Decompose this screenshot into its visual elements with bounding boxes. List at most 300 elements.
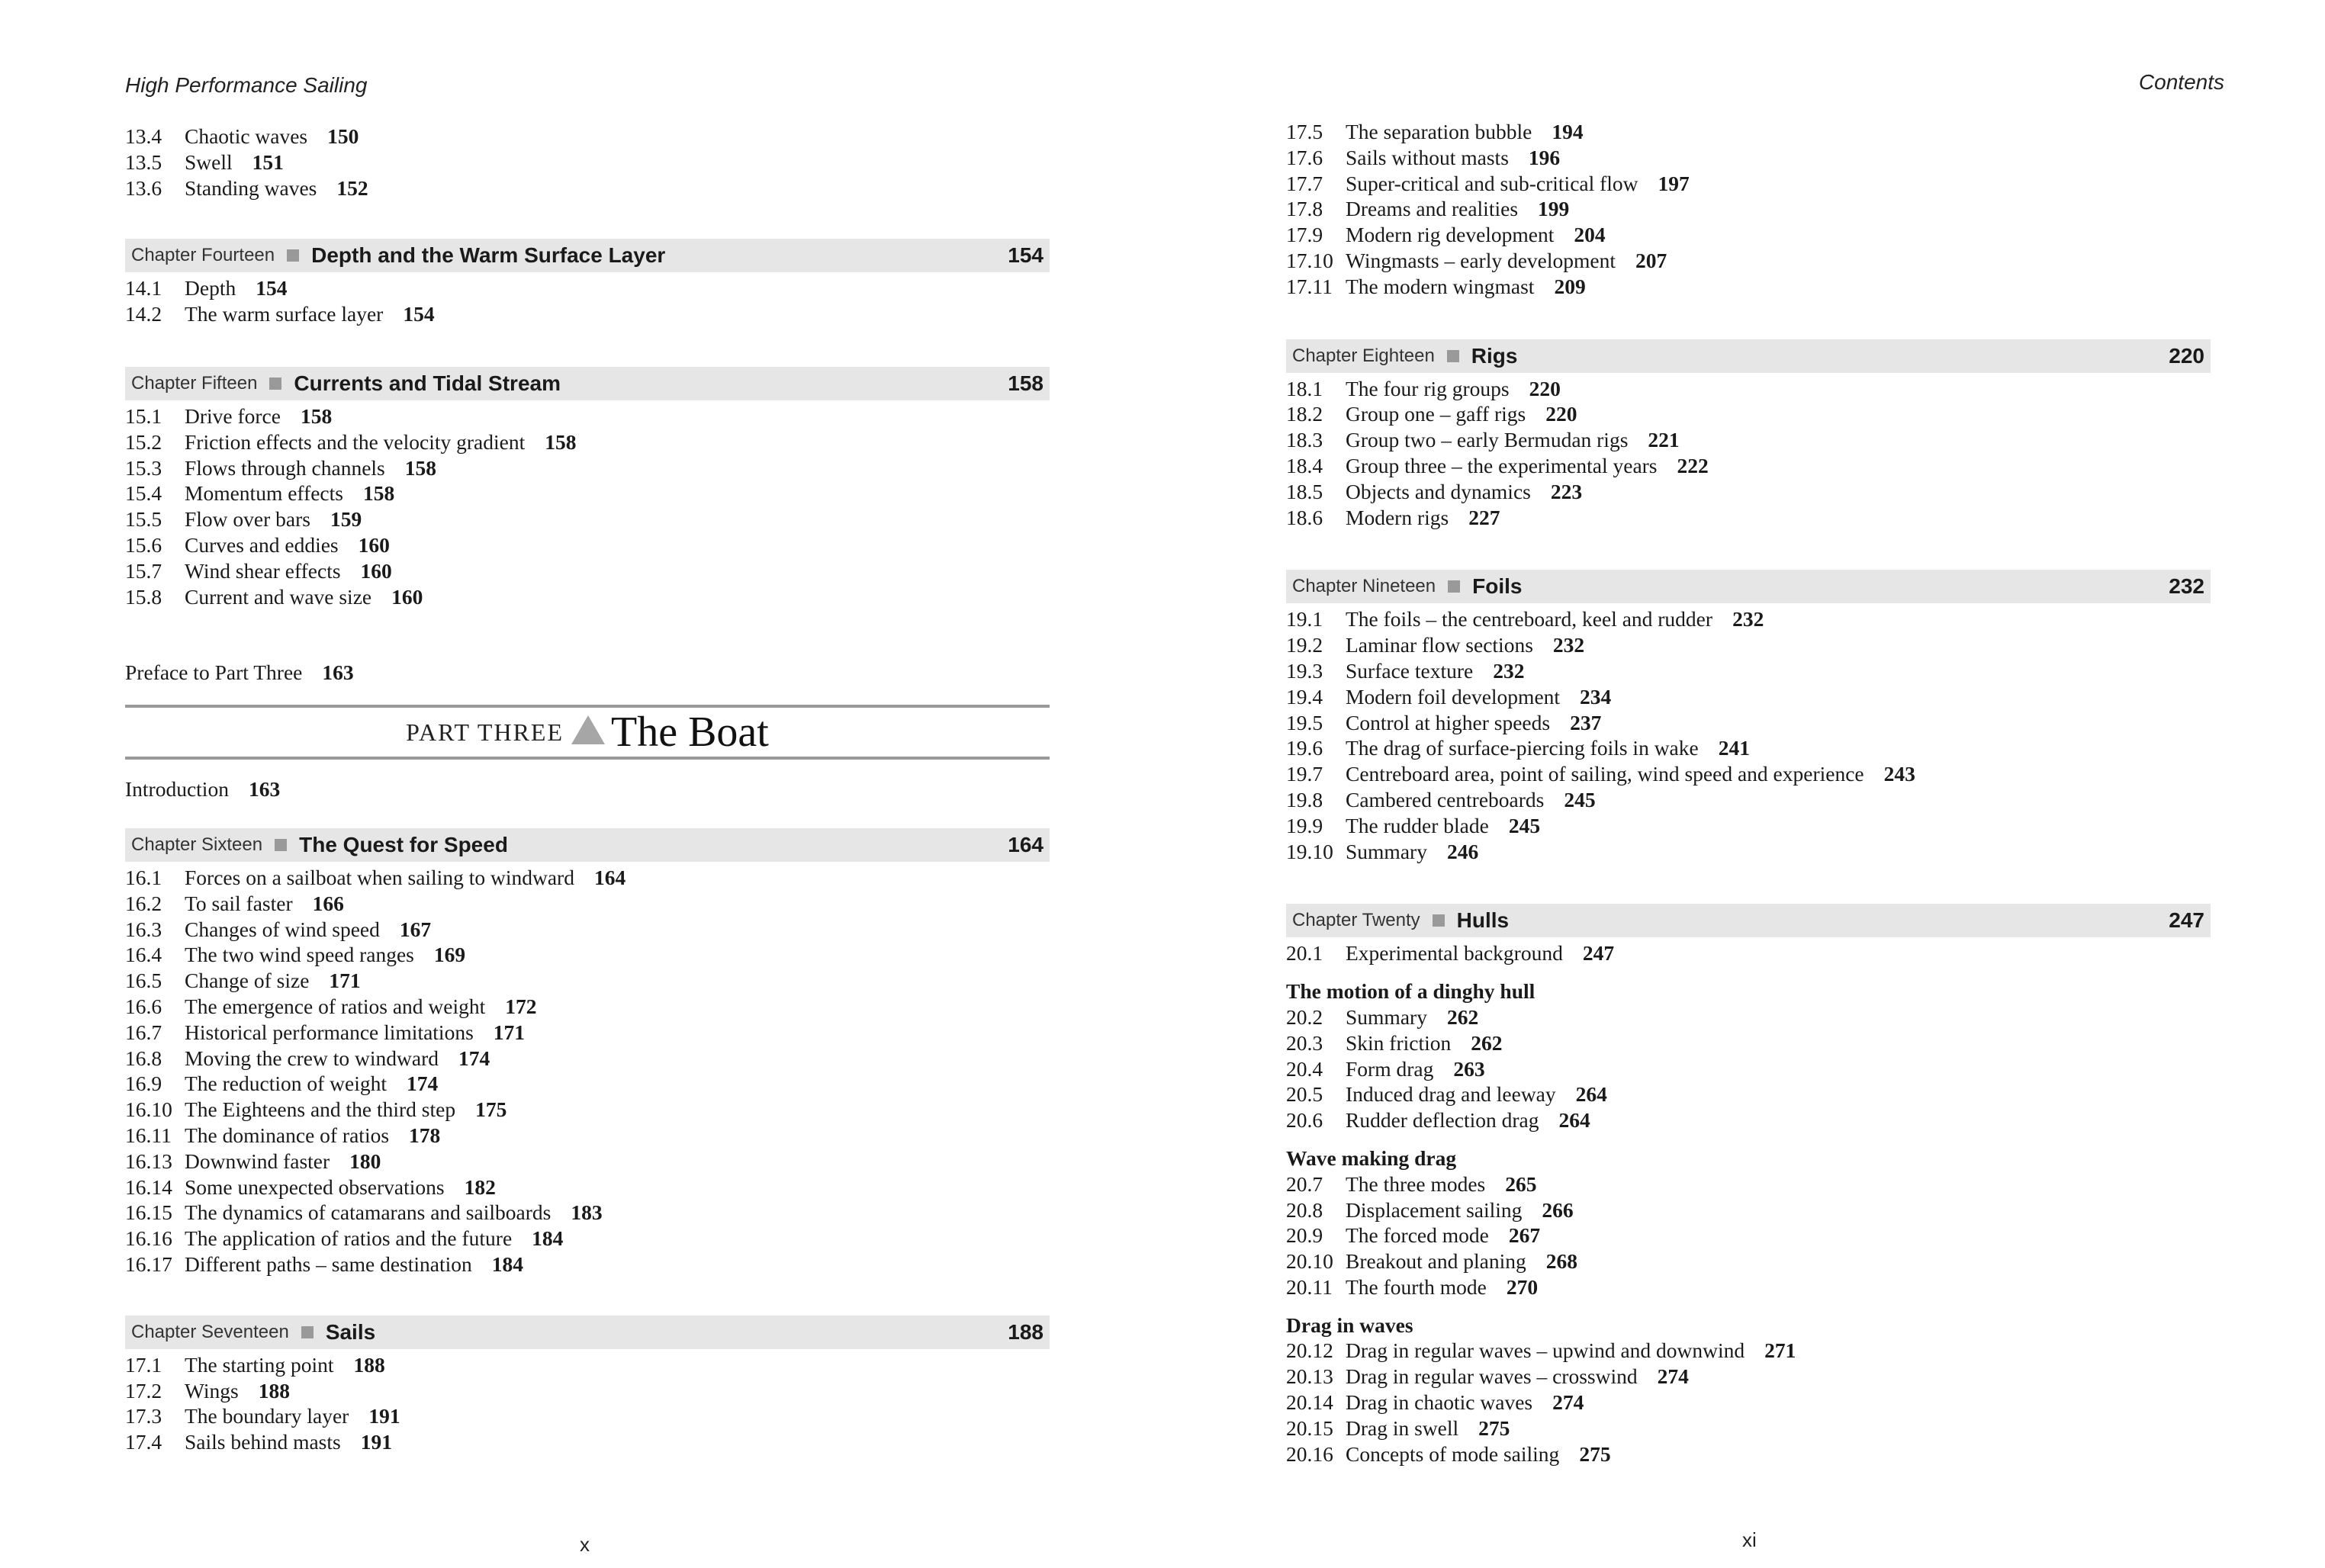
chapter-label: Chapter Twenty <box>1292 910 1420 931</box>
entry-title: Different paths – same destination <box>185 1252 472 1276</box>
bullet-square-icon <box>1447 350 1459 362</box>
section-number: 18.3 <box>1286 428 1323 452</box>
section-number: 16.9 <box>125 1072 162 1096</box>
entry-page: 222 <box>1677 453 1709 477</box>
entry-title: Objects and dynamics <box>1346 479 1531 503</box>
entry-title: The forced mode <box>1346 1223 1489 1248</box>
toc-entry[interactable] <box>125 1046 1050 1072</box>
toc-entry[interactable] <box>125 1403 1050 1429</box>
section-number: 17.3 <box>125 1404 162 1428</box>
entry-page: 197 <box>1658 171 1690 195</box>
entry-page: 169 <box>433 943 466 967</box>
section-number: 17.1 <box>125 1352 162 1377</box>
toc-entry[interactable] <box>1286 761 2211 787</box>
entry-title: Drag in chaotic waves <box>1346 1390 1533 1415</box>
entry-title: Modern rigs <box>1346 505 1449 529</box>
section-number: 19.2 <box>1286 633 1323 657</box>
entry-page: 207 <box>1635 248 1667 272</box>
toc-entry[interactable] <box>1286 171 2211 197</box>
entry-page: 158 <box>404 455 437 480</box>
entry-page: 150 <box>327 124 359 148</box>
toc-entry[interactable] <box>1286 427 2211 453</box>
part-title: The Boat <box>611 708 769 757</box>
toc-list <box>1286 606 2211 864</box>
section-number: 14.2 <box>125 302 162 326</box>
entry-title: Group three – the experimental years <box>1346 453 1658 477</box>
bullet-square-icon <box>269 378 281 390</box>
toc-entry[interactable] <box>125 1123 1050 1149</box>
chapter-label: Chapter Fourteen <box>131 245 275 266</box>
toc-entry[interactable] <box>1286 1274 2211 1300</box>
toc-entry[interactable] <box>1286 1197 2211 1223</box>
preface-entry[interactable] <box>125 660 1050 686</box>
toc-entry[interactable] <box>125 149 1050 175</box>
toc-entry[interactable] <box>125 942 1050 968</box>
toc-entry[interactable] <box>1286 1081 2211 1107</box>
entry-title: The foils – the centreboard, keel and rudder <box>1346 607 1713 631</box>
toc-entry[interactable] <box>125 1429 1050 1455</box>
chapter-label: Chapter Seventeen <box>131 1321 289 1342</box>
entry-title: The application of ratios and the future <box>185 1226 513 1251</box>
entry-title: Experimental background <box>1346 941 1563 966</box>
entry-title: Change of size <box>185 969 310 993</box>
chapter-header[interactable] <box>1286 904 2211 937</box>
chapter-page: 164 <box>1008 832 1044 856</box>
toc-entry[interactable] <box>1286 196 2211 222</box>
part-banner <box>125 705 1050 760</box>
entry-title: Friction effects and the velocity gradient <box>185 429 526 454</box>
toc-entry[interactable] <box>1286 1364 2211 1390</box>
entry-title: The boundary layer <box>185 1404 349 1428</box>
entry-title: The emergence of ratios and weight <box>185 994 486 1018</box>
section-number: 16.15 <box>125 1200 172 1225</box>
toc-entry[interactable] <box>125 1378 1050 1404</box>
toc-entry[interactable] <box>1286 376 2211 402</box>
triangle-icon <box>571 715 605 744</box>
entry-page: 183 <box>571 1200 603 1225</box>
bullet-square-icon <box>1448 580 1460 593</box>
chapter-header[interactable] <box>1286 570 2211 603</box>
toc-column-right <box>1286 119 2211 1467</box>
section-number: 16.10 <box>125 1097 172 1122</box>
section-number: 20.12 <box>1286 1338 1333 1363</box>
entry-title: Swell <box>185 149 233 174</box>
section-number: 19.4 <box>1286 684 1323 708</box>
introduction-entry[interactable] <box>125 776 1050 802</box>
chapter-label: Chapter Nineteen <box>1292 576 1436 597</box>
section-number: 20.4 <box>1286 1056 1323 1081</box>
entry-page: 234 <box>1580 684 1612 708</box>
entry-page: 266 <box>1542 1197 1574 1222</box>
toc-entry[interactable] <box>125 1097 1050 1123</box>
section-number: 16.1 <box>125 865 162 889</box>
entry-page: 196 <box>1528 145 1561 169</box>
section-number: 16.6 <box>125 994 162 1018</box>
section-number: 15.2 <box>125 429 162 454</box>
toc-entry[interactable] <box>1286 1338 2211 1364</box>
entry-page: 263 <box>1453 1056 1485 1081</box>
entry-page: 271 <box>1764 1338 1796 1363</box>
entry-title: Depth <box>185 276 236 300</box>
section-number: 16.16 <box>125 1226 172 1251</box>
entry-title: Cambered centreboards <box>1346 787 1545 811</box>
section-number: 17.7 <box>1286 171 1323 195</box>
entry-title: The Eighteens and the third step <box>185 1097 456 1122</box>
entry-title: Modern rig development <box>1346 223 1555 247</box>
section-number: 16.5 <box>125 969 162 993</box>
bullet-square-icon <box>275 839 287 851</box>
entry-page: 274 <box>1657 1364 1689 1389</box>
toc-entry[interactable] <box>1286 940 2211 966</box>
entry-title: Concepts of mode sailing <box>1346 1441 1560 1466</box>
entry-title: Forces on a sailboat when sailing to windward <box>185 865 574 889</box>
toc-entry[interactable] <box>1286 479 2211 505</box>
entry-page: 171 <box>493 1020 526 1044</box>
entry-page: 220 <box>1529 376 1561 400</box>
entry-page: 246 <box>1446 839 1479 863</box>
toc-entry[interactable] <box>1286 1223 2211 1248</box>
section-number: 18.1 <box>1286 376 1323 400</box>
toc-entry[interactable] <box>1286 735 2211 761</box>
entry-title: Drag in swell <box>1346 1415 1459 1440</box>
section-number: 20.10 <box>1286 1249 1333 1274</box>
entry-page: 262 <box>1471 1030 1503 1055</box>
entry-page: 191 <box>360 1430 392 1454</box>
entry-title: Chaotic waves <box>185 124 308 148</box>
entry-title: Curves and eddies <box>185 532 339 557</box>
running-head: Contents <box>2138 70 2224 94</box>
toc-entry[interactable] <box>125 1174 1050 1200</box>
entry-page: 163 <box>322 660 354 685</box>
toc-list <box>125 865 1050 1277</box>
entry-page: 232 <box>1552 633 1585 657</box>
entry-page: 182 <box>464 1174 496 1199</box>
section-number: 19.3 <box>1286 658 1323 683</box>
entry-title: Wings <box>185 1378 239 1403</box>
toc-entry[interactable] <box>1286 1004 2211 1030</box>
entry-title: Drive force <box>185 403 281 428</box>
section-number: 16.2 <box>125 891 162 915</box>
toc-entry[interactable] <box>1286 1030 2211 1056</box>
entry-page: 194 <box>1552 120 1584 143</box>
entry-page: 159 <box>330 507 362 532</box>
section-number: 15.6 <box>125 532 162 557</box>
chapter-title: Hulls <box>1456 908 1510 933</box>
section-number: 16.8 <box>125 1046 162 1070</box>
toc-entry[interactable] <box>125 1226 1050 1252</box>
entry-page: 188 <box>258 1378 290 1403</box>
chapter-header[interactable] <box>1286 339 2211 373</box>
section-number: 19.1 <box>1286 607 1323 631</box>
toc-list <box>1286 1338 2211 1467</box>
entry-title: Preface to Part Three <box>125 660 303 685</box>
toc-entry[interactable] <box>125 124 1050 149</box>
entry-page: 274 <box>1552 1390 1584 1415</box>
chapter-label: Chapter Fifteen <box>131 372 258 394</box>
toc-entry[interactable] <box>1286 222 2211 248</box>
section-number: 16.14 <box>125 1174 172 1199</box>
chapter-title: Rigs <box>1471 343 1518 368</box>
toc-entry[interactable] <box>125 891 1050 917</box>
chapter-header[interactable] <box>125 1316 1050 1349</box>
toc-entry[interactable] <box>1286 1248 2211 1274</box>
toc-entry[interactable] <box>125 1352 1050 1378</box>
left-page <box>0 0 1162 1568</box>
entry-page: 154 <box>256 276 288 300</box>
toc-entry[interactable] <box>1286 401 2211 427</box>
chapter-title: Sails <box>325 1319 376 1344</box>
entry-page: 241 <box>1718 736 1750 760</box>
entry-title: Some unexpected observations <box>185 1174 445 1199</box>
entry-title: Summary <box>1346 839 1427 863</box>
toc-entry[interactable] <box>1286 684 2211 710</box>
entry-page: 270 <box>1506 1274 1539 1299</box>
entry-title: Sails without masts <box>1346 145 1509 169</box>
section-number: 19.10 <box>1286 839 1333 863</box>
section-number: 19.7 <box>1286 762 1323 786</box>
chapter-header[interactable] <box>125 239 1050 272</box>
toc-entry[interactable] <box>125 865 1050 891</box>
toc-entry[interactable] <box>1286 1415 2211 1441</box>
entry-page: 227 <box>1468 505 1500 529</box>
entry-page: 191 <box>368 1404 400 1428</box>
running-head: High Performance Sailing <box>125 73 368 97</box>
toc-entry[interactable] <box>125 1149 1050 1174</box>
section-number: 15.5 <box>125 507 162 532</box>
toc-entry[interactable] <box>125 506 1050 532</box>
entry-title: Standing waves <box>185 175 317 200</box>
toc-entry[interactable] <box>1286 145 2211 171</box>
entry-title: Dreams and realities <box>1346 197 1519 221</box>
toc-entry[interactable] <box>1286 1056 2211 1082</box>
entry-title: Wingmasts – early development <box>1346 248 1616 272</box>
toc-entry[interactable] <box>125 301 1050 327</box>
bullet-square-icon <box>287 249 299 262</box>
toc-list <box>1286 376 2211 531</box>
entry-page: 172 <box>505 994 537 1018</box>
toc-entry[interactable] <box>1286 248 2211 274</box>
entry-page: 164 <box>593 865 626 889</box>
toc-entry[interactable] <box>125 1200 1050 1226</box>
toc-entry[interactable] <box>125 480 1050 506</box>
entry-page: 232 <box>1493 658 1525 683</box>
entry-page: 178 <box>409 1123 441 1147</box>
entry-page: 247 <box>1582 941 1615 966</box>
entry-title: Group one – gaff rigs <box>1346 402 1526 426</box>
toc-entry[interactable] <box>1286 505 2211 531</box>
page-number: x <box>580 1533 590 1556</box>
chapter-page: 247 <box>2169 908 2204 933</box>
entry-page: 171 <box>329 969 361 993</box>
entry-title: Flow over bars <box>185 507 310 532</box>
section-number: 20.5 <box>1286 1082 1323 1107</box>
section-number: 18.2 <box>1286 402 1323 426</box>
entry-page: 209 <box>1554 274 1586 298</box>
section-number: 20.14 <box>1286 1390 1333 1415</box>
entry-title: The dominance of ratios <box>185 1123 390 1147</box>
toc-entry[interactable] <box>125 917 1050 943</box>
entry-page: 163 <box>248 777 281 802</box>
section-number: 16.3 <box>125 917 162 941</box>
toc-entry[interactable] <box>1286 787 2211 813</box>
toc-list <box>1286 940 2211 966</box>
entry-title: Rudder deflection drag <box>1346 1108 1539 1133</box>
toc-entry[interactable] <box>1286 119 2211 145</box>
entry-page: 158 <box>545 429 577 454</box>
entry-title: Momentum effects <box>185 481 343 506</box>
toc-entry[interactable] <box>125 1020 1050 1046</box>
toc-column-left <box>125 124 1050 1455</box>
entry-page: 264 <box>1558 1108 1590 1133</box>
entry-page: 199 <box>1538 197 1570 221</box>
section-number: 20.3 <box>1286 1030 1323 1055</box>
toc-entry[interactable] <box>125 558 1050 584</box>
entry-page: 158 <box>300 403 333 428</box>
entry-title: Summary <box>1346 1004 1427 1029</box>
toc-entry[interactable] <box>1286 1107 2211 1133</box>
entry-page: 154 <box>403 302 435 326</box>
entry-title: Super-critical and sub-critical flow <box>1346 171 1638 195</box>
toc-entry[interactable] <box>125 532 1050 558</box>
toc-entry[interactable] <box>1286 1171 2211 1197</box>
toc-entry[interactable] <box>125 275 1050 301</box>
chapter-page: 220 <box>2169 343 2204 368</box>
part-label: PART THREE <box>406 718 564 746</box>
entry-page: 275 <box>1478 1415 1510 1440</box>
entry-page: 160 <box>360 558 392 583</box>
toc-list <box>125 403 1050 609</box>
section-number: 20.1 <box>1286 941 1323 966</box>
toc-entry[interactable] <box>125 175 1050 201</box>
section-number: 19.5 <box>1286 710 1323 734</box>
toc-entry[interactable] <box>1286 813 2211 839</box>
chapter-label: Chapter Eighteen <box>1292 345 1435 366</box>
toc-entry[interactable] <box>1286 274 2211 300</box>
section-number: 17.6 <box>1286 145 1323 169</box>
chapter-title: Foils <box>1472 574 1523 599</box>
section-number: 13.4 <box>125 124 162 148</box>
chapter-page: 232 <box>2169 574 2204 599</box>
entry-title: The separation bubble <box>1346 120 1532 143</box>
entry-title: The fourth mode <box>1346 1274 1487 1299</box>
entry-title: Historical performance limitations <box>185 1020 474 1044</box>
entry-page: 264 <box>1575 1082 1607 1107</box>
section-number: 18.4 <box>1286 453 1323 477</box>
section-number: 14.1 <box>125 276 162 300</box>
section-number: 15.8 <box>125 584 162 609</box>
section-number: 17.2 <box>125 1378 162 1403</box>
toc-entry[interactable] <box>125 1071 1050 1097</box>
toc-entry[interactable] <box>1286 839 2211 865</box>
entry-title: Modern foil development <box>1346 684 1561 708</box>
chapter-header[interactable] <box>125 367 1050 400</box>
toc-entry[interactable] <box>125 403 1050 429</box>
chapter-label: Chapter Sixteen <box>131 834 263 855</box>
section-number: 13.5 <box>125 149 162 174</box>
chapter-page: 158 <box>1008 371 1044 395</box>
entry-page: 151 <box>252 149 284 174</box>
section-number: 20.9 <box>1286 1223 1323 1248</box>
bullet-square-icon <box>301 1326 314 1338</box>
entry-page: 265 <box>1505 1171 1537 1196</box>
entry-page: 220 <box>1545 402 1577 426</box>
entry-title: Wind shear effects <box>185 558 341 583</box>
toc-entry[interactable] <box>1286 658 2211 684</box>
toc-entry[interactable] <box>1286 453 2211 479</box>
entry-title: The three modes <box>1346 1171 1486 1196</box>
section-number: 17.5 <box>1286 120 1323 143</box>
entry-title: The rudder blade <box>1346 813 1489 837</box>
entry-title: Moving the crew to windward <box>185 1046 439 1070</box>
page-number: xi <box>1742 1528 1757 1551</box>
entry-title: The starting point <box>185 1352 334 1377</box>
entry-title: Centreboard area, point of sailing, wind speed and experience <box>1346 762 1864 786</box>
entry-title: Changes of wind speed <box>185 917 380 941</box>
section-number: 19.9 <box>1286 813 1323 837</box>
chapter-title: Currents and Tidal Stream <box>294 371 561 395</box>
section-number: 20.6 <box>1286 1108 1323 1133</box>
toc-entry[interactable] <box>1286 606 2211 632</box>
entry-page: 204 <box>1574 223 1606 247</box>
entry-title: Downwind faster <box>185 1149 330 1173</box>
section-number: 16.11 <box>125 1123 172 1147</box>
entry-page: 245 <box>1508 813 1541 837</box>
chapter-header[interactable] <box>125 828 1050 862</box>
entry-page: 221 <box>1648 428 1680 452</box>
toc-list <box>125 1352 1050 1455</box>
toc-entry[interactable] <box>1286 710 2211 736</box>
entry-title: Form drag <box>1346 1056 1434 1081</box>
entry-page: 180 <box>349 1149 381 1173</box>
entry-page: 174 <box>458 1046 490 1070</box>
entry-page: 275 <box>1579 1441 1611 1466</box>
toc-entry[interactable] <box>125 1252 1050 1277</box>
entry-page: 262 <box>1446 1004 1479 1029</box>
entry-title: The drag of surface-piercing foils in wake <box>1346 736 1699 760</box>
section-number: 20.11 <box>1286 1274 1333 1299</box>
section-group-heading: Wave making drag <box>1286 1145 1457 1170</box>
entry-title: Group two – early Bermudan rigs <box>1346 428 1629 452</box>
toc-entry[interactable] <box>125 584 1050 610</box>
entry-page: 267 <box>1508 1223 1541 1248</box>
section-number: 20.16 <box>1286 1441 1333 1466</box>
toc-entry[interactable] <box>125 429 1050 455</box>
entry-page: 160 <box>358 532 390 557</box>
entry-page: 268 <box>1545 1249 1577 1274</box>
toc-entry[interactable] <box>125 994 1050 1020</box>
toc-entry[interactable] <box>1286 1390 2211 1415</box>
toc-entry[interactable] <box>1286 632 2211 658</box>
entry-title: Displacement sailing <box>1346 1197 1523 1222</box>
toc-entry[interactable] <box>1286 1441 2211 1467</box>
section-number: 17.8 <box>1286 197 1323 221</box>
entry-title: Surface texture <box>1346 658 1474 683</box>
entry-page: 237 <box>1570 710 1602 734</box>
entry-page: 223 <box>1550 479 1583 503</box>
section-group-heading: The motion of a dinghy hull <box>1286 979 1536 1004</box>
toc-entry[interactable] <box>125 455 1050 481</box>
section-number: 16.7 <box>125 1020 162 1044</box>
entry-title: Laminar flow sections <box>1346 633 1533 657</box>
toc-list <box>1286 1171 2211 1300</box>
toc-list <box>125 275 1050 327</box>
entry-page: 188 <box>353 1352 385 1377</box>
section-number: 20.8 <box>1286 1197 1323 1222</box>
entry-page: 175 <box>475 1097 507 1122</box>
toc-entry[interactable] <box>125 968 1050 994</box>
entry-page: 160 <box>391 584 423 609</box>
entry-title: Sails behind masts <box>185 1430 341 1454</box>
